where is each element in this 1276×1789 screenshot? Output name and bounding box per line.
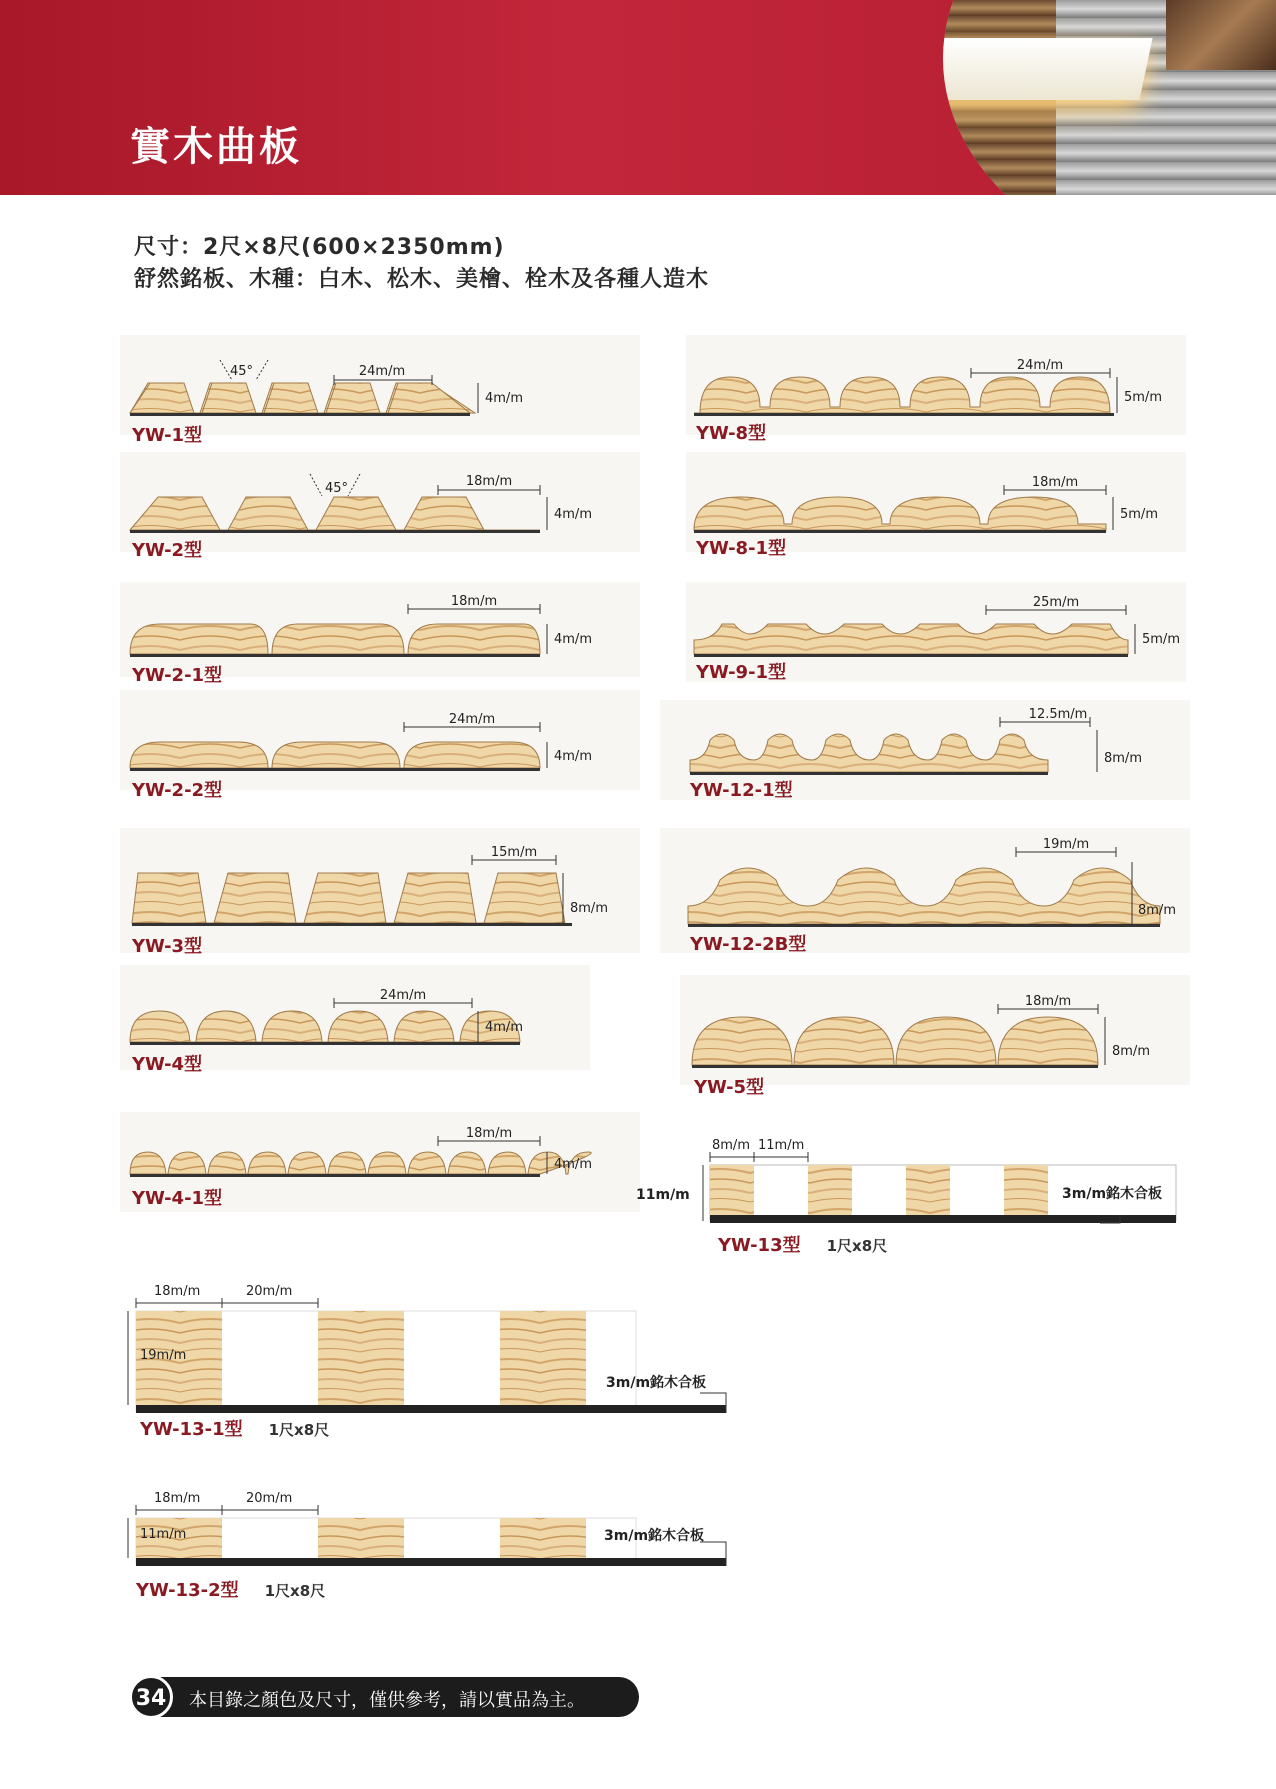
- yw3-width: 15m/m: [490, 845, 538, 860]
- yw8-width: 24m/m: [1016, 358, 1064, 373]
- yw91-height: 5m/m: [1142, 632, 1180, 647]
- yw2-height: 4m/m: [554, 507, 592, 522]
- yw4-height: 4m/m: [485, 1020, 523, 1035]
- yw5-label: YW-5型: [694, 1077, 765, 1098]
- yw91-width: 25m/m: [1032, 595, 1080, 610]
- yw21-label: YW-2-1型: [132, 665, 223, 686]
- page-number: 34: [129, 1675, 173, 1719]
- header-photo: [826, 0, 1276, 195]
- yw131-width-a: 18m/m: [154, 1284, 201, 1299]
- footer-note-bar: [133, 1677, 639, 1717]
- yw13-label-name: YW-13型: [718, 1235, 801, 1256]
- yw132-base: 3m/m銘木合板: [604, 1528, 705, 1544]
- yw122b-width: 19m/m: [1042, 837, 1090, 852]
- yw132-label: [136, 1576, 325, 1602]
- yw121-label: YW-12-1型: [690, 780, 793, 801]
- yw13-base: 3m/m銘木合板: [1062, 1186, 1163, 1202]
- yw131-label-name: YW-13-1型: [140, 1419, 243, 1440]
- yw1-width: 24m/m: [358, 364, 406, 379]
- profile-yw8: [686, 335, 1186, 444]
- yw8-label: YW-8型: [696, 423, 767, 444]
- header-banner: [0, 0, 1276, 195]
- yw22-width: 24m/m: [448, 712, 496, 727]
- profile-yw1-drawing: [120, 335, 640, 435]
- yw131-width-b: 20m/m: [246, 1284, 293, 1299]
- profile-yw81: [686, 452, 1186, 559]
- header-photo-stone: [1166, 0, 1276, 70]
- yw131-base: 3m/m銘木合板: [606, 1375, 707, 1391]
- yw121-height: 8m/m: [1104, 751, 1142, 766]
- yw81-height: 5m/m: [1120, 507, 1158, 522]
- yw21-width: 18m/m: [450, 594, 498, 609]
- spec-size: 尺寸：2尺×8尺(600×2350mm): [134, 235, 505, 260]
- profile-yw91: [686, 582, 1186, 682]
- yw22-label: YW-2-2型: [132, 780, 223, 801]
- yw122b-height: 8m/m: [1138, 903, 1176, 918]
- profile-yw21: [120, 582, 640, 686]
- yw1-label: YW-1型: [132, 425, 203, 446]
- profile-yw131-drawing: [120, 1275, 740, 1435]
- profile-yw4: [120, 965, 590, 1075]
- yw4-label: YW-4型: [132, 1054, 203, 1075]
- profile-yw2: [120, 452, 640, 561]
- header-photo-lamp: [919, 38, 1152, 100]
- yw3-height: 8m/m: [570, 901, 608, 916]
- profile-yw13: [630, 1125, 1190, 1256]
- yw131-label: [140, 1415, 329, 1441]
- yw2-label: YW-2型: [132, 540, 203, 561]
- yw13-label-extra: 1尺x8尺: [826, 1237, 888, 1255]
- profile-yw3: [120, 828, 640, 957]
- yw132-width-a: 18m/m: [154, 1491, 201, 1506]
- yw81-label: YW-8-1型: [696, 538, 787, 559]
- yw132-label-extra: 1尺x8尺: [264, 1582, 326, 1600]
- yw131-label-extra: 1尺x8尺: [268, 1421, 330, 1439]
- yw3-label: YW-3型: [132, 936, 203, 957]
- yw132-label-name: YW-13-2型: [136, 1580, 239, 1601]
- spec-wood: 舒然銘板、木種：白木、松木、美檜、栓木及各種人造木: [134, 267, 710, 292]
- yw1-height: 4m/m: [485, 391, 523, 406]
- profile-yw121: [660, 700, 1190, 800]
- yw21-height: 4m/m: [554, 632, 592, 647]
- profile-yw131: [120, 1275, 740, 1440]
- yw132-height: 11m/m: [140, 1527, 187, 1542]
- yw8-height: 5m/m: [1124, 390, 1162, 405]
- yw122b-label: YW-12-2B型: [690, 934, 807, 955]
- yw13-width-a: 8m/m: [712, 1138, 750, 1153]
- yw5-height: 8m/m: [1112, 1044, 1150, 1059]
- yw132-width-b: 20m/m: [246, 1491, 293, 1506]
- profile-yw1: [120, 335, 640, 446]
- profile-yw22: [120, 690, 640, 801]
- profile-yw132: [120, 1482, 740, 1602]
- yw4-width: 24m/m: [379, 988, 427, 1003]
- yw131-height: 19m/m: [140, 1348, 187, 1363]
- profile-yw13-drawing: [630, 1125, 1190, 1250]
- yw41-height: 4m/m: [554, 1157, 592, 1172]
- yw91-label: YW-9-1型: [696, 662, 787, 683]
- yw41-width: 18m/m: [465, 1126, 513, 1141]
- yw5-width: 18m/m: [1024, 994, 1072, 1009]
- yw81-width: 18m/m: [1031, 475, 1079, 490]
- yw2-width: 18m/m: [465, 474, 513, 489]
- yw1-angle: 45°: [230, 364, 254, 379]
- page-title: 實木曲板: [130, 124, 302, 170]
- yw13-width-b: 11m/m: [758, 1138, 805, 1153]
- yw41-label: YW-4-1型: [132, 1188, 223, 1209]
- profile-yw122b: [660, 828, 1190, 953]
- yw13-label: [718, 1231, 887, 1257]
- yw22-height: 4m/m: [554, 749, 592, 764]
- profile-yw5-drawing: [680, 975, 1190, 1085]
- profile-yw5: [680, 975, 1190, 1098]
- yw13-height: 11m/m: [636, 1187, 690, 1203]
- footer-note: 本目錄之顏色及尺寸，僅供參考，請以實品為主。: [189, 1690, 585, 1711]
- profile-yw41: [120, 1112, 640, 1212]
- yw2-angle: 45°: [325, 481, 349, 496]
- profile-yw22-drawing: [120, 690, 640, 790]
- yw121-width: 12.5m/m: [1028, 707, 1088, 722]
